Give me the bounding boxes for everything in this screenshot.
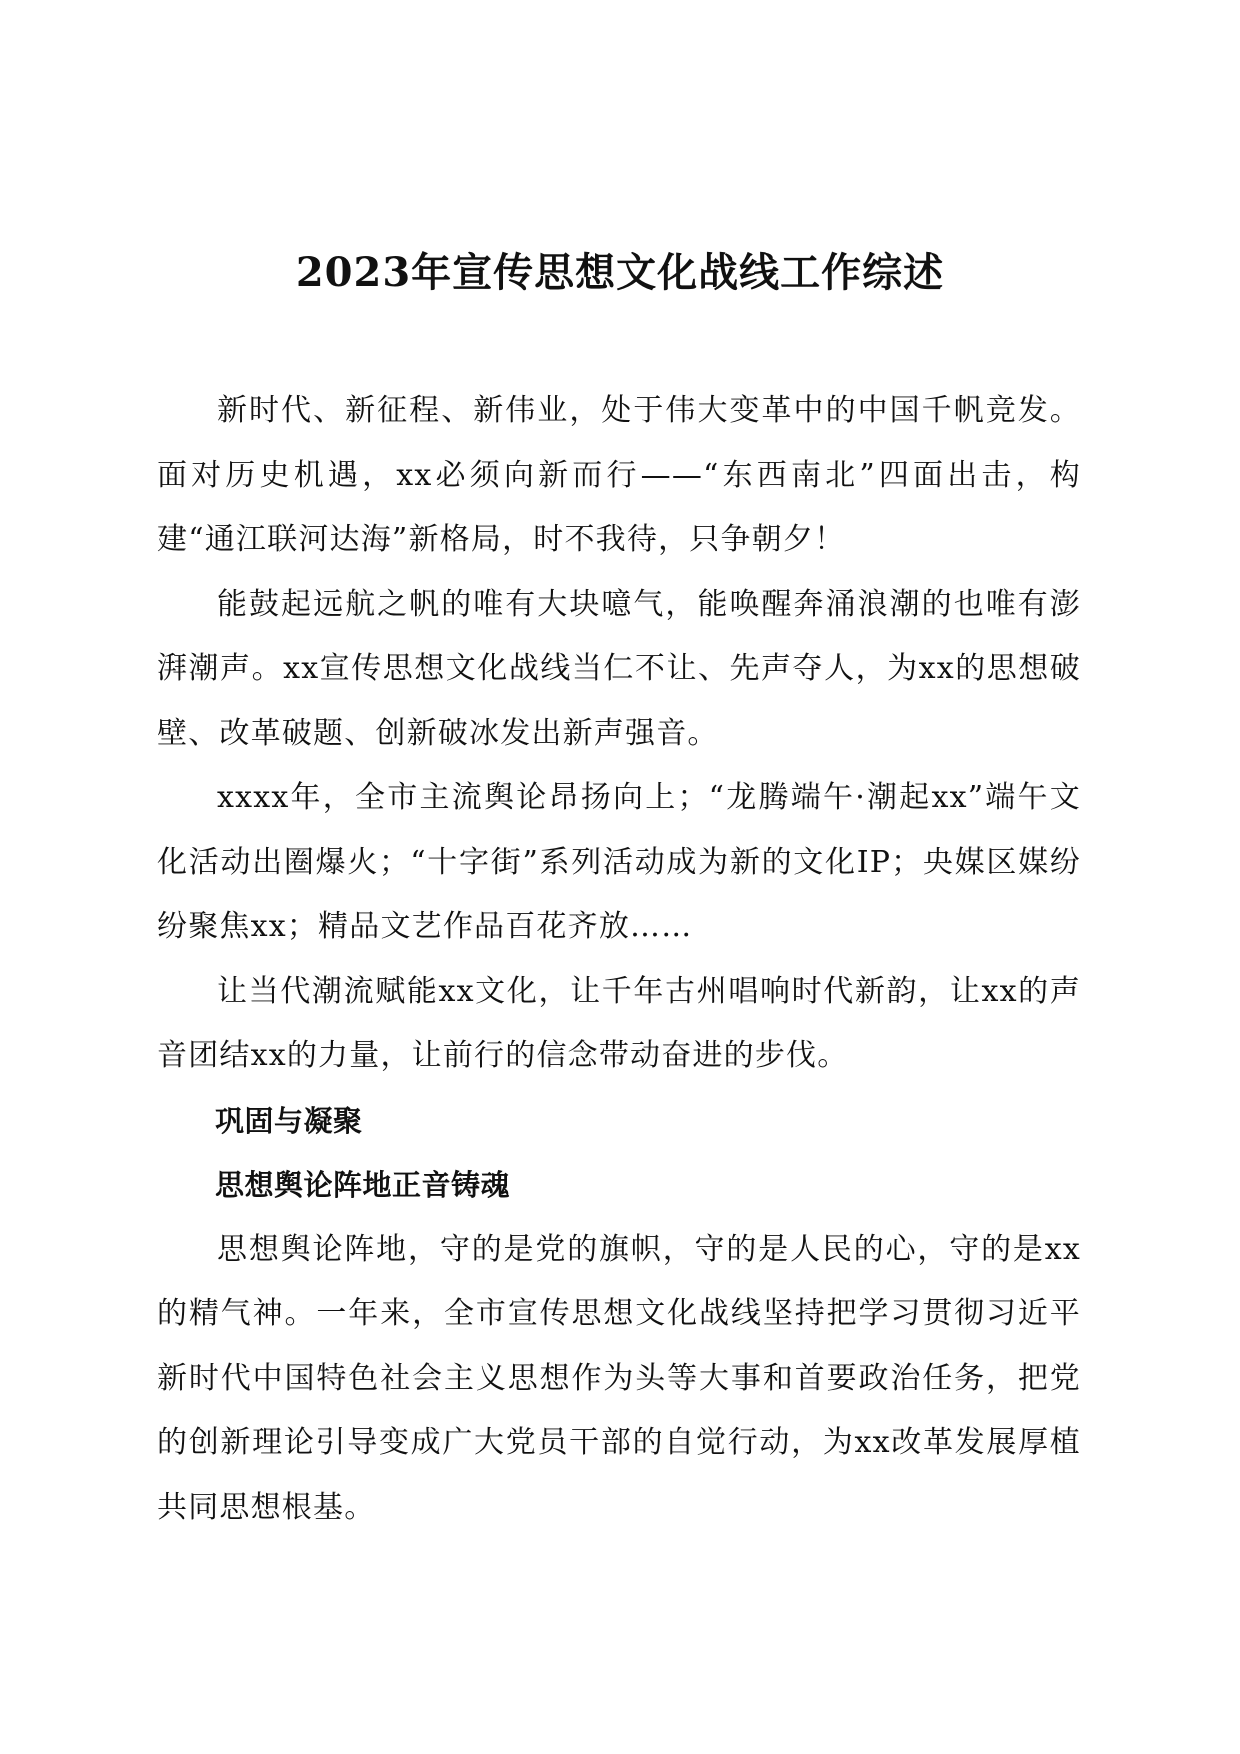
paragraph-voice: 能鼓起远航之帆的唯有大块噫气，能唤醒奔涌浪潮的也唯有澎湃潮声。xx宣传思想文化战线当仁不让、先声夺人，为xx的思想破壁、改革破题、创新破冰发出新声强音。	[157, 586, 1081, 751]
paragraph-section: 思想舆论阵地，守的是党的旗帜，守的是人民的心，守的是xx的精气神。一年来，全市宣传思想文化战线坚持把学习贯彻习近平新时代中国特色社会主义思想作为头等大事和首要政治任务，把党的创新理论引导变成广大党员干部的自觉行动，为xx改革发展厚植共同思想根基。	[157, 1231, 1081, 1525]
paragraph-vision: 让当代潮流赋能xx文化，让千年古州唱响时代新韵，让xx的声音团结xx的力量，让前行的信念带动奋进的步伐。	[157, 973, 1081, 1073]
document-body	[157, 379, 1081, 1540]
sub-heading: 思想舆论阵地正音铸魂	[215, 1168, 511, 1202]
paragraph-intro: 新时代、新征程、新伟业，处于伟大变革中的中国千帆竞发。面对历史机遇，xx必须向新而行——“东西南北”四面出击，构建“通江联河达海”新格局，时不我待，只争朝夕！	[157, 393, 1081, 557]
section-heading: 巩固与凝聚	[215, 1103, 363, 1138]
paragraph-highlights: xxxx年，全市主流舆论昂扬向上；“龙腾端午·潮起xx”端午文化活动出圈爆火；“十字街”系列活动成为新的文化IP；央媒区媒纷纷聚焦xx；精品文艺作品百花齐放……	[157, 780, 1081, 944]
document-title: 2023年宣传思想文化战线工作综述	[295, 249, 945, 296]
